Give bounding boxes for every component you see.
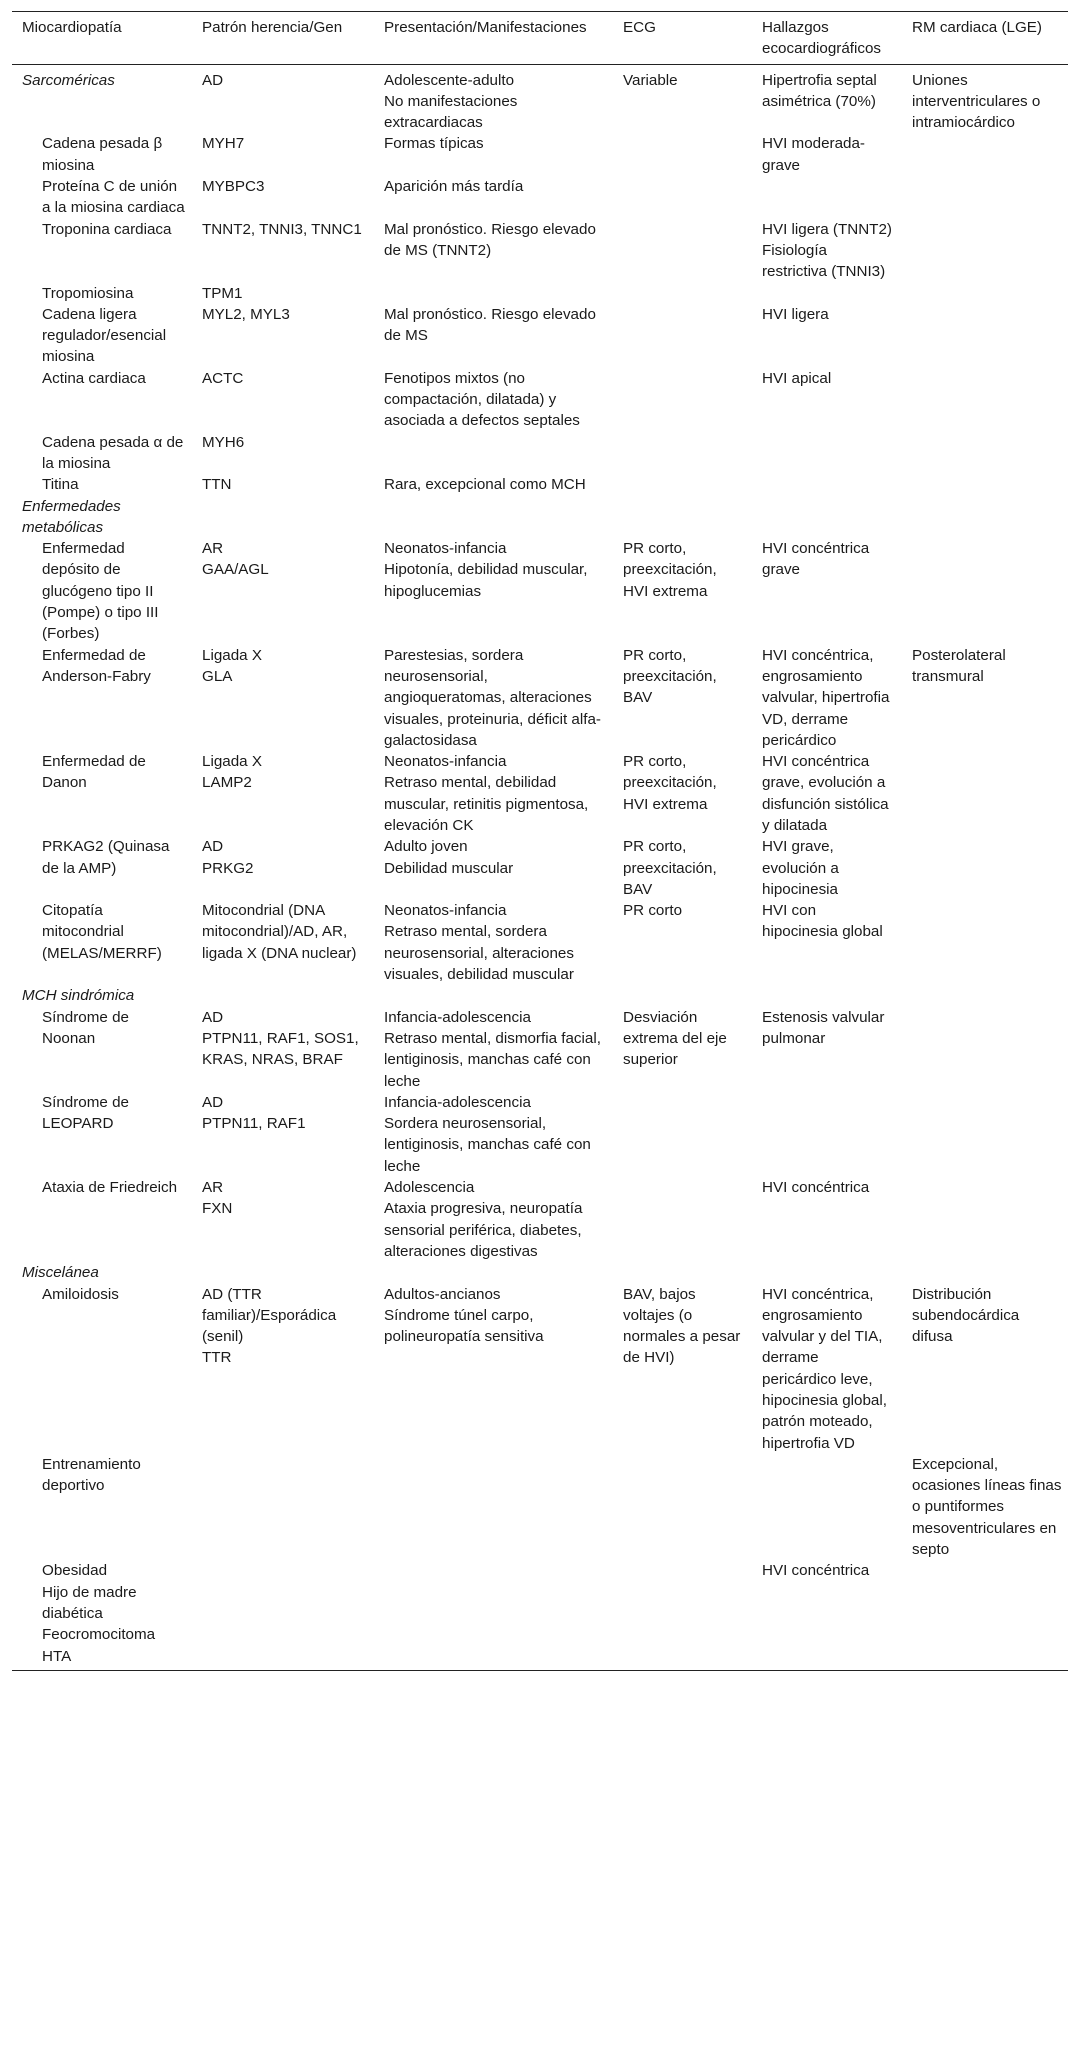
table-header — [12, 12, 1068, 65]
table-cell: Infancia-adolescencia Retraso mental, dismorfia facial, lentiginosis, manchas café con leche — [384, 1008, 601, 1090]
table-cell: Distribución subendocárdica difusa — [912, 1285, 1020, 1346]
table-cell: Desviación extrema del eje superior — [623, 1008, 727, 1069]
table-cell: Enfermedad de Danon — [42, 753, 146, 792]
table-cell — [613, 432, 752, 475]
table-row — [12, 283, 1068, 304]
table-cell: Adulto joven Debilidad muscular — [384, 838, 514, 877]
table-cell — [752, 1262, 902, 1283]
table-cell: Enfermedad de Anderson-Fabry — [42, 646, 151, 685]
table-row — [12, 176, 1068, 219]
table-row — [12, 751, 1068, 836]
table-cell: Neonatos-infancia Hipotonía, debilidad muscular, hipoglucemias — [384, 540, 588, 600]
table-cell: HVI concéntrica — [752, 1560, 902, 1670]
table-cell: Cadena pesada β miosina — [42, 135, 163, 174]
table-cell: TNNT2, TNNI3, TNNC1 — [202, 220, 362, 238]
table-cell: Sarcoméricas — [22, 71, 115, 89]
table-cell — [374, 1560, 613, 1670]
table-cell: Tropomiosina — [42, 284, 134, 302]
table-cell — [902, 432, 1068, 475]
table-cell: Actina cardiaca — [42, 369, 146, 387]
table-cell: Ligada X GLA — [202, 646, 262, 685]
header-row — [12, 12, 1068, 65]
table-cell — [902, 1177, 1068, 1262]
table-cell — [613, 368, 752, 432]
table-cell: Troponina cardiaca — [42, 220, 172, 238]
table-cell: Infancia-adolescencia Sordera neurosensorial, lentiginosis, manchas café con leche — [384, 1093, 591, 1175]
table-cell — [613, 985, 752, 1006]
table-cell — [613, 176, 752, 219]
table-cell: Entrenamiento deportivo — [42, 1455, 141, 1495]
table-cell: Estenosis valvular pulmonar — [762, 1008, 885, 1047]
table-cell: BAV, bajos voltajes (o normales a pesar de HVI) — [623, 1285, 741, 1367]
table-cell: PR corto, preexcitación, BAV — [623, 838, 717, 898]
table-cell — [902, 1092, 1068, 1177]
table-row — [12, 133, 1068, 176]
section-row — [12, 64, 1068, 133]
table-cell: AD PRKG2 — [202, 838, 254, 877]
table-cell — [902, 985, 1068, 1006]
table-cell: AD PTPN11, RAF1 — [202, 1093, 306, 1133]
table-cell: HVI grave, evolución a hipocinesia — [762, 838, 839, 898]
table-cell: AR FXN — [202, 1179, 233, 1218]
table-cell — [192, 1454, 374, 1560]
table-cell: MYH7 — [202, 135, 245, 153]
table-cell — [613, 133, 752, 176]
table-cell — [902, 219, 1068, 283]
table-cell: PRKAG2 (Quinasa de la AMP) — [42, 838, 170, 877]
table-cell: HVI ligera (TNNT2) Fisiología restrictiva (TNNI3) — [762, 220, 892, 281]
header-ecg: ECG — [613, 12, 752, 65]
table-cell — [902, 836, 1068, 900]
table-row — [12, 1177, 1068, 1262]
section-row — [12, 985, 1068, 1006]
table-row — [12, 1560, 1068, 1670]
table-cell: Citopatía mitocondrial (MELAS/MERRF) — [42, 902, 162, 962]
table-container — [12, 11, 1068, 1671]
table-cell: Enfermedad depósito de glucógeno tipo II (Pompe) o tipo III (Forbes) — [42, 540, 159, 643]
table-row — [12, 538, 1068, 644]
table-row — [12, 1284, 1068, 1454]
table-cell — [613, 1560, 752, 1670]
table-body — [12, 64, 1068, 1670]
table-cell: MYL2, MYL3 — [202, 305, 290, 323]
table-cell: Cadena ligera regulador/esencial miosina — [42, 305, 167, 366]
table-cell — [902, 1262, 1068, 1283]
header-presentacion: Presentación/Manifestaciones — [374, 12, 613, 65]
table-cell — [613, 304, 752, 368]
section-row — [12, 496, 1068, 539]
table-cell: Adolescente-adulto No manifestaciones extracardiacas — [384, 71, 518, 132]
table-cell — [192, 1560, 374, 1670]
table-cell: PR corto — [623, 902, 683, 920]
table-cell: Proteína C de unión a la miosina cardiaca — [42, 178, 185, 217]
table-cell — [752, 474, 902, 495]
table-cell: Ataxia de Friedreich — [42, 1179, 178, 1197]
table-cell: HVI concéntrica, engrosamiento valvular y del TIA, derrame pericárdico leve, hipocinesia global, patrón moteado, hipertrofia VD — [762, 1285, 887, 1452]
table-cell — [902, 368, 1068, 432]
table-cell — [902, 1560, 1068, 1670]
table-cell — [613, 283, 752, 304]
section-row — [12, 1262, 1068, 1283]
table-cell — [902, 176, 1068, 219]
table-cell: PR corto, preexcitación, BAV — [623, 646, 717, 707]
table-row — [12, 1092, 1068, 1177]
table-cell: MYH6 — [202, 433, 245, 451]
table-row — [12, 645, 1068, 751]
table-cell: Excepcional, ocasiones líneas finas o puntiformes mesoventriculares en septo — [912, 1455, 1062, 1559]
table-cell: Parestesias, sordera neurosensorial, angioqueratomas, alteraciones visuales, proteinuria, déficit alfa-galactosidasa — [384, 646, 601, 749]
table-cell — [752, 283, 902, 304]
table-cell: Ligada X LAMP2 — [202, 753, 262, 792]
table-row — [12, 836, 1068, 900]
table-cell: Neonatos-infancia Retraso mental, debilidad muscular, retinitis pigmentosa, elevación CK — [384, 753, 589, 834]
table-cell: AD — [202, 71, 224, 89]
table-cell: Síndrome de Noonan — [42, 1008, 129, 1047]
table-cell: HVI apical — [762, 369, 832, 387]
table-cell — [374, 496, 613, 539]
table-cell — [192, 1262, 374, 1283]
table-cell: MYBPC3 — [202, 178, 265, 196]
table-cell: Enfermedades metabólicas — [22, 497, 121, 536]
table-cell: Miscelánea — [22, 1264, 99, 1282]
table-cell — [902, 474, 1068, 495]
table-cell: ACTC — [202, 369, 244, 387]
table-cell — [752, 176, 902, 219]
table-cell — [752, 1092, 902, 1177]
table-cell: Variable — [623, 71, 678, 89]
table-row — [12, 304, 1068, 368]
table-cell: Obesidad Hijo de madre diabética Feocromocitoma HTA — [12, 1560, 192, 1670]
table-cell — [902, 496, 1068, 539]
table-cell: Adolescencia Ataxia progresiva, neuropatía sensorial periférica, diabetes, alteraciones digestivas — [384, 1179, 583, 1260]
table-cell: AD PTPN11, RAF1, SOS1, KRAS, NRAS, BRAF — [202, 1008, 359, 1069]
table-cell: HVI moderada-grave — [762, 135, 865, 174]
table-cell: HVI ligera — [762, 305, 829, 323]
table-cell: Síndrome de LEOPARD — [42, 1093, 129, 1133]
table-cell: PR corto, preexcitación, HVI extrema — [623, 540, 717, 600]
table-cell: TPM1 — [202, 284, 243, 302]
table-cell: Formas típicas — [384, 135, 484, 153]
header-patron-herencia: Patrón herencia/Gen — [192, 12, 374, 65]
table-cell: PR corto, preexcitación, HVI extrema — [623, 753, 717, 813]
table-cell: Fenotipos mixtos (no compactación, dilatada) y asociada a defectos septales — [384, 369, 580, 430]
table-cell: Rara, excepcional como MCH — [384, 476, 586, 494]
table-cell — [902, 304, 1068, 368]
table-cell: Uniones interventriculares o intramiocárdico — [912, 71, 1041, 132]
table-cell — [902, 133, 1068, 176]
table-cell — [902, 538, 1068, 644]
table-cell: HVI con hipocinesia global — [762, 902, 883, 941]
table-row — [12, 1007, 1068, 1092]
table-cell: HVI concéntrica grave — [762, 540, 870, 579]
table-cell: AR GAA/AGL — [202, 540, 269, 579]
table-cell: AD (TTR familiar)/Esporádica (senil) TTR — [202, 1285, 337, 1367]
table-cell: Mitocondrial (DNA mitocondrial)/AD, AR, ligada X (DNA nuclear) — [202, 902, 357, 962]
table-cell — [613, 1177, 752, 1262]
cardiomyopathy-table — [12, 11, 1068, 1671]
table-row — [12, 432, 1068, 475]
table-row — [12, 474, 1068, 495]
table-row — [12, 900, 1068, 985]
table-row — [12, 368, 1068, 432]
table-cell: Hipertrofia septal asimétrica (70%) — [762, 71, 877, 110]
table-cell: Titina — [42, 476, 79, 494]
table-cell — [613, 1454, 752, 1560]
table-cell — [374, 985, 613, 1006]
table-cell — [752, 432, 902, 475]
table-cell — [613, 474, 752, 495]
table-cell — [613, 219, 752, 283]
table-cell — [613, 496, 752, 539]
table-cell — [613, 1262, 752, 1283]
table-cell: TTN — [202, 476, 232, 494]
table-cell — [613, 1092, 752, 1177]
table-cell: Cadena pesada α de la miosina — [42, 433, 184, 472]
table-row — [12, 219, 1068, 283]
table-cell — [374, 283, 613, 304]
table-cell: Amiloidosis — [42, 1285, 119, 1303]
table-cell: Neonatos-infancia Retraso mental, sordera neurosensorial, alteraciones visuales, debilidad muscular — [384, 902, 574, 984]
table-cell — [374, 432, 613, 475]
header-rm-cardiaca: RM cardiaca (LGE) — [902, 12, 1068, 65]
table-cell: Mal pronóstico. Riesgo elevado de MS — [384, 305, 596, 345]
table-cell — [752, 496, 902, 539]
table-cell — [752, 985, 902, 1006]
table-cell — [902, 283, 1068, 304]
table-cell — [192, 496, 374, 539]
table-cell: MCH sindrómica — [22, 987, 135, 1005]
table-cell — [374, 1262, 613, 1283]
header-hallazgos-eco: Hallazgos ecocardiográficos — [752, 12, 902, 65]
header-miocardiopatia: Miocardiopatía — [12, 12, 192, 65]
table-cell — [192, 985, 374, 1006]
table-cell — [752, 1454, 902, 1560]
table-row — [12, 1454, 1068, 1560]
table-cell: Aparición más tardía — [384, 178, 524, 196]
table-cell: Posterolateral transmural — [912, 646, 1006, 685]
table-cell: Adultos-ancianos Síndrome túnel carpo, polineuropatía sensitiva — [384, 1285, 544, 1346]
table-cell — [902, 1007, 1068, 1092]
table-cell — [902, 900, 1068, 985]
table-cell — [902, 751, 1068, 836]
table-cell: HVI concéntrica, engrosamiento valvular, hipertrofia VD, derrame pericárdico — [762, 646, 890, 749]
table-cell: Mal pronóstico. Riesgo elevado de MS (TNNT2) — [384, 220, 596, 259]
table-cell: HVI concéntrica — [762, 1179, 870, 1197]
table-cell — [374, 1454, 613, 1560]
table-cell: HVI concéntrica grave, evolución a disfunción sistólica y dilatada — [762, 753, 889, 834]
